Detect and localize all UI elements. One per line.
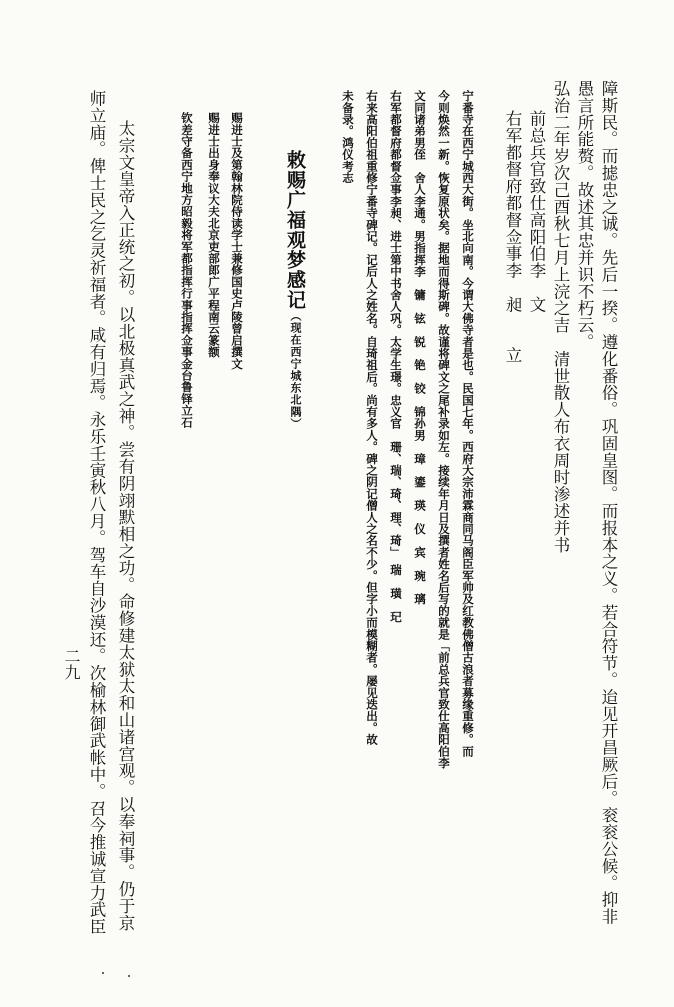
body-text-column-2: 师立庙。俾士民之乞灵祈福者。咸有归焉。永乐壬寅秋八月。驾车自沙漠还。次榆林御武帐中。召今推诚宣力武臣 [87,90,106,935]
note-column-3: 文同诸弟男侄 舍人李通。男指挥李 镛 铉 锐 铯 铰 锦孙男 璋 鎏 瑛 仪 宾 琬 璃 [413,90,427,605]
main-text-column-3: 弘治二年岁次己酉秋七月上浣之吉 清世散人布衣周时渗述并书 [551,80,570,554]
note-column-4: 右军都督府都督佥事李昶、进士第中书舍人巩。太学生璟。忠义官 珊、瑞、琦、理、琦」 瑞 璜 玘 [389,90,403,623]
main-text-column-4: 前总兵官致仕高阳伯李 文 [527,110,546,313]
scan-speck [128,975,130,977]
article-title [278,150,304,450]
credit-line-3: 钦差守备西宁地方昭毅将军都指挥行事指挥佥事金台鲁铎立石 [180,112,194,428]
main-text-column-5: 右军都督府都督佥事李 昶 立 [503,110,522,364]
main-text-column-2: 愚言所能赘。故述其忠并识不朽云。 [575,80,594,351]
page-number: 二九 [62,648,81,680]
main-text-column-1: 障斯民。而摅忠之诚。先后一揆。遵化番俗。巩固皇图。而报本之义。若合符节。迨见开昌厥后。衮衮公候。抑非 [599,80,618,925]
note-column-5: 右来高阳伯祖重修宁番寺碑记。记后人之姓名。自琦祖后。尚有多人。碑之阴记僧人之名不少。但字小而模糊者。屡见迭出。故 [365,90,379,746]
article-title-text: 敕赐广福观梦感记 [284,150,306,310]
article-title-location-note: （现在西宁城东北隅） [289,310,302,430]
scan-speck [102,972,104,974]
note-column-1: 宁番寺在西宁城西大街。坐北向南。今谓大佛寺者是也。民国七年。西府大宗沛霖商同马阁臣军帅及红教佛僧古浪者募缘重修。而 [461,90,475,757]
note-column-6: 未备录。鸿仪考志 [341,90,355,184]
credit-line-2: 赐进士出身奉议大夫北京吏部郎广平程南云篆额 [207,112,221,358]
credit-line-1: 赐进士及第翰林院侍读学士兼修国史卢陵曾启撰文 [230,112,244,370]
body-text-column-1: 太宗文皇帝入正统之初。以北极真武之神。尝有阴翊默相之功。命修建太狱太和山诸宫观。以奉祠事。仍于京 [116,120,135,932]
note-column-2: 今则焕然一新。恢复原状矣。据地而得斯碑。故谨将碑文之尾补录如左。接续年月日及撰者姓名后写的就是「前总兵官致仕高阳伯李 [437,90,451,769]
